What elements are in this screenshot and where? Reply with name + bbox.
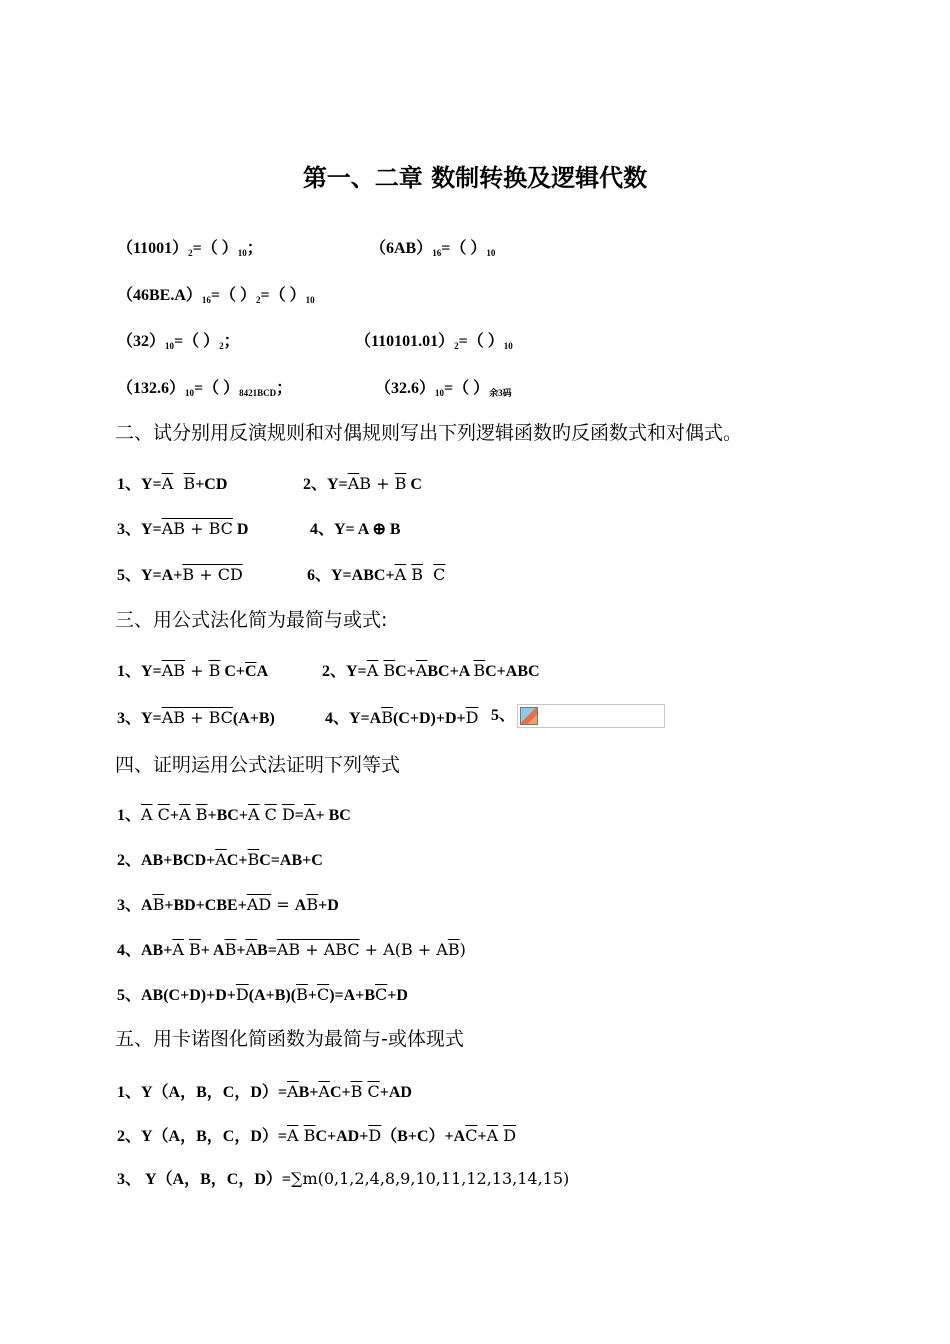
question-2-1: 1、$Y=\overline{A}$ $\overline{B}+CD$ — [117, 474, 228, 493]
question-4-5: 5、$AB(C+D)+D+\overline{D}(A+B)(\overline{B}+\overline{C})=A+B\overline{C}+D$ — [117, 985, 408, 1004]
section-4-heading: 四、证明运用公式法证明下列等式 — [115, 754, 401, 776]
question-5-1: 1、Y（A，B，C，$D)=\overline{A}B+\overline{A}C+\overline{B}$ $\overline{C}+AD$ — [117, 1082, 412, 1101]
question-5-3: 3、 Y（A，B，C，D）=∑m(0,1,2,4,8,9,10,11,12,13,14,15) — [117, 1169, 570, 1188]
conversion-row-4a: $(132.6)_{10}=$（ ）8421BCD； — [117, 380, 293, 398]
question-4-4: 4、$AB+\overline{A}$ $\overline{B}+ A\overline{B}+\overline{A}B=AB$ + ABC + $A(B + A\overline{B})$ — [117, 940, 466, 959]
question-4-1: 1、$\overline{A}$ $\overline{C}+\overline{A}$ $\overline{B}+BC+\overline{A}$ $\overline{C}$ $\overline{D}=\overline{A}+$ BC — [117, 805, 351, 824]
question-5-2: 2、Y（A，B，C，$D)=\overline{A}$ $\overline{B}C+AD+\overline{D}(B+C)+A\overline{C}+\overline{A}$ $\overline{D}$ — [117, 1126, 517, 1145]
question-2-3: 3、Y=AB + BC D — [117, 519, 249, 538]
conversion-row-1a: $(11001)_2=$（ ）$_{10}$； — [117, 240, 263, 258]
conversion-row-3b: $(110101.01)_2=$（ ）$_{10}$ — [355, 333, 513, 351]
question-4-3: 3、$A\overline{B}+BD+CBE+\overline{AD} = A\overline{B}+D$ — [117, 895, 339, 914]
question-2-6: 6、$Y=ABC+\overline{A}$ $\overline{B}$ $\overline{C}$ — [307, 565, 446, 584]
conversion-row-2: $(46BE.A)_{16}=$（ ）$_2=$（ ）$_{10}$ — [117, 287, 315, 305]
section-2-heading: 二、试分别用反演规则和对偶规则写出下列逻辑函数旳反函数式和对偶式。 — [115, 422, 743, 444]
conversion-row-4b: $(32.6)_{10}=$（ ）余3码 — [375, 380, 512, 398]
section-3-heading: 三、用公式法化简为最简与或式: — [115, 609, 388, 631]
image-icon — [520, 707, 538, 725]
conversion-row-1b: $(6AB)_{16}=$（ ）$_{10}$ — [370, 240, 496, 258]
question-3-5: 5、 — [491, 702, 665, 728]
conversion-row-3a: $(32)_{10}=$（ ）$_2$； — [117, 333, 240, 351]
broken-image-placeholder — [517, 704, 665, 728]
section-5-heading: 五、用卡诺图化简函数为最简与-或体现式 — [115, 1028, 464, 1050]
question-2-2: 2、$Y=\overline{A}B + \overline{B}$ C — [303, 474, 422, 493]
question-3-3: 3、Y=AB + BC(A+B) — [117, 708, 275, 727]
question-3-4: 4、$Y=A\overline{B}(C+D)+D+\overline{D}$ — [325, 708, 479, 727]
question-2-4: 4、Y= A ⊕ B — [310, 521, 401, 538]
question-3-2: 2、$Y=\overline{A}$ $\overline{B}C+\overline{A}BC+A$ $\overline{B}C+ABC$ — [322, 661, 540, 680]
question-4-2: 2、$AB+BCD+\overline{A}C+\overline{B}C=AB+C$ — [117, 850, 323, 869]
question-3-1: 1、$Y=\overline{AB} + \overline{B}$ $C+\overline{C}A$ — [117, 661, 269, 680]
question-2-5: 5、Y=A+B + CD — [117, 565, 243, 584]
page-title: 第一、二章 数制转换及逻辑代数 — [302, 164, 648, 192]
